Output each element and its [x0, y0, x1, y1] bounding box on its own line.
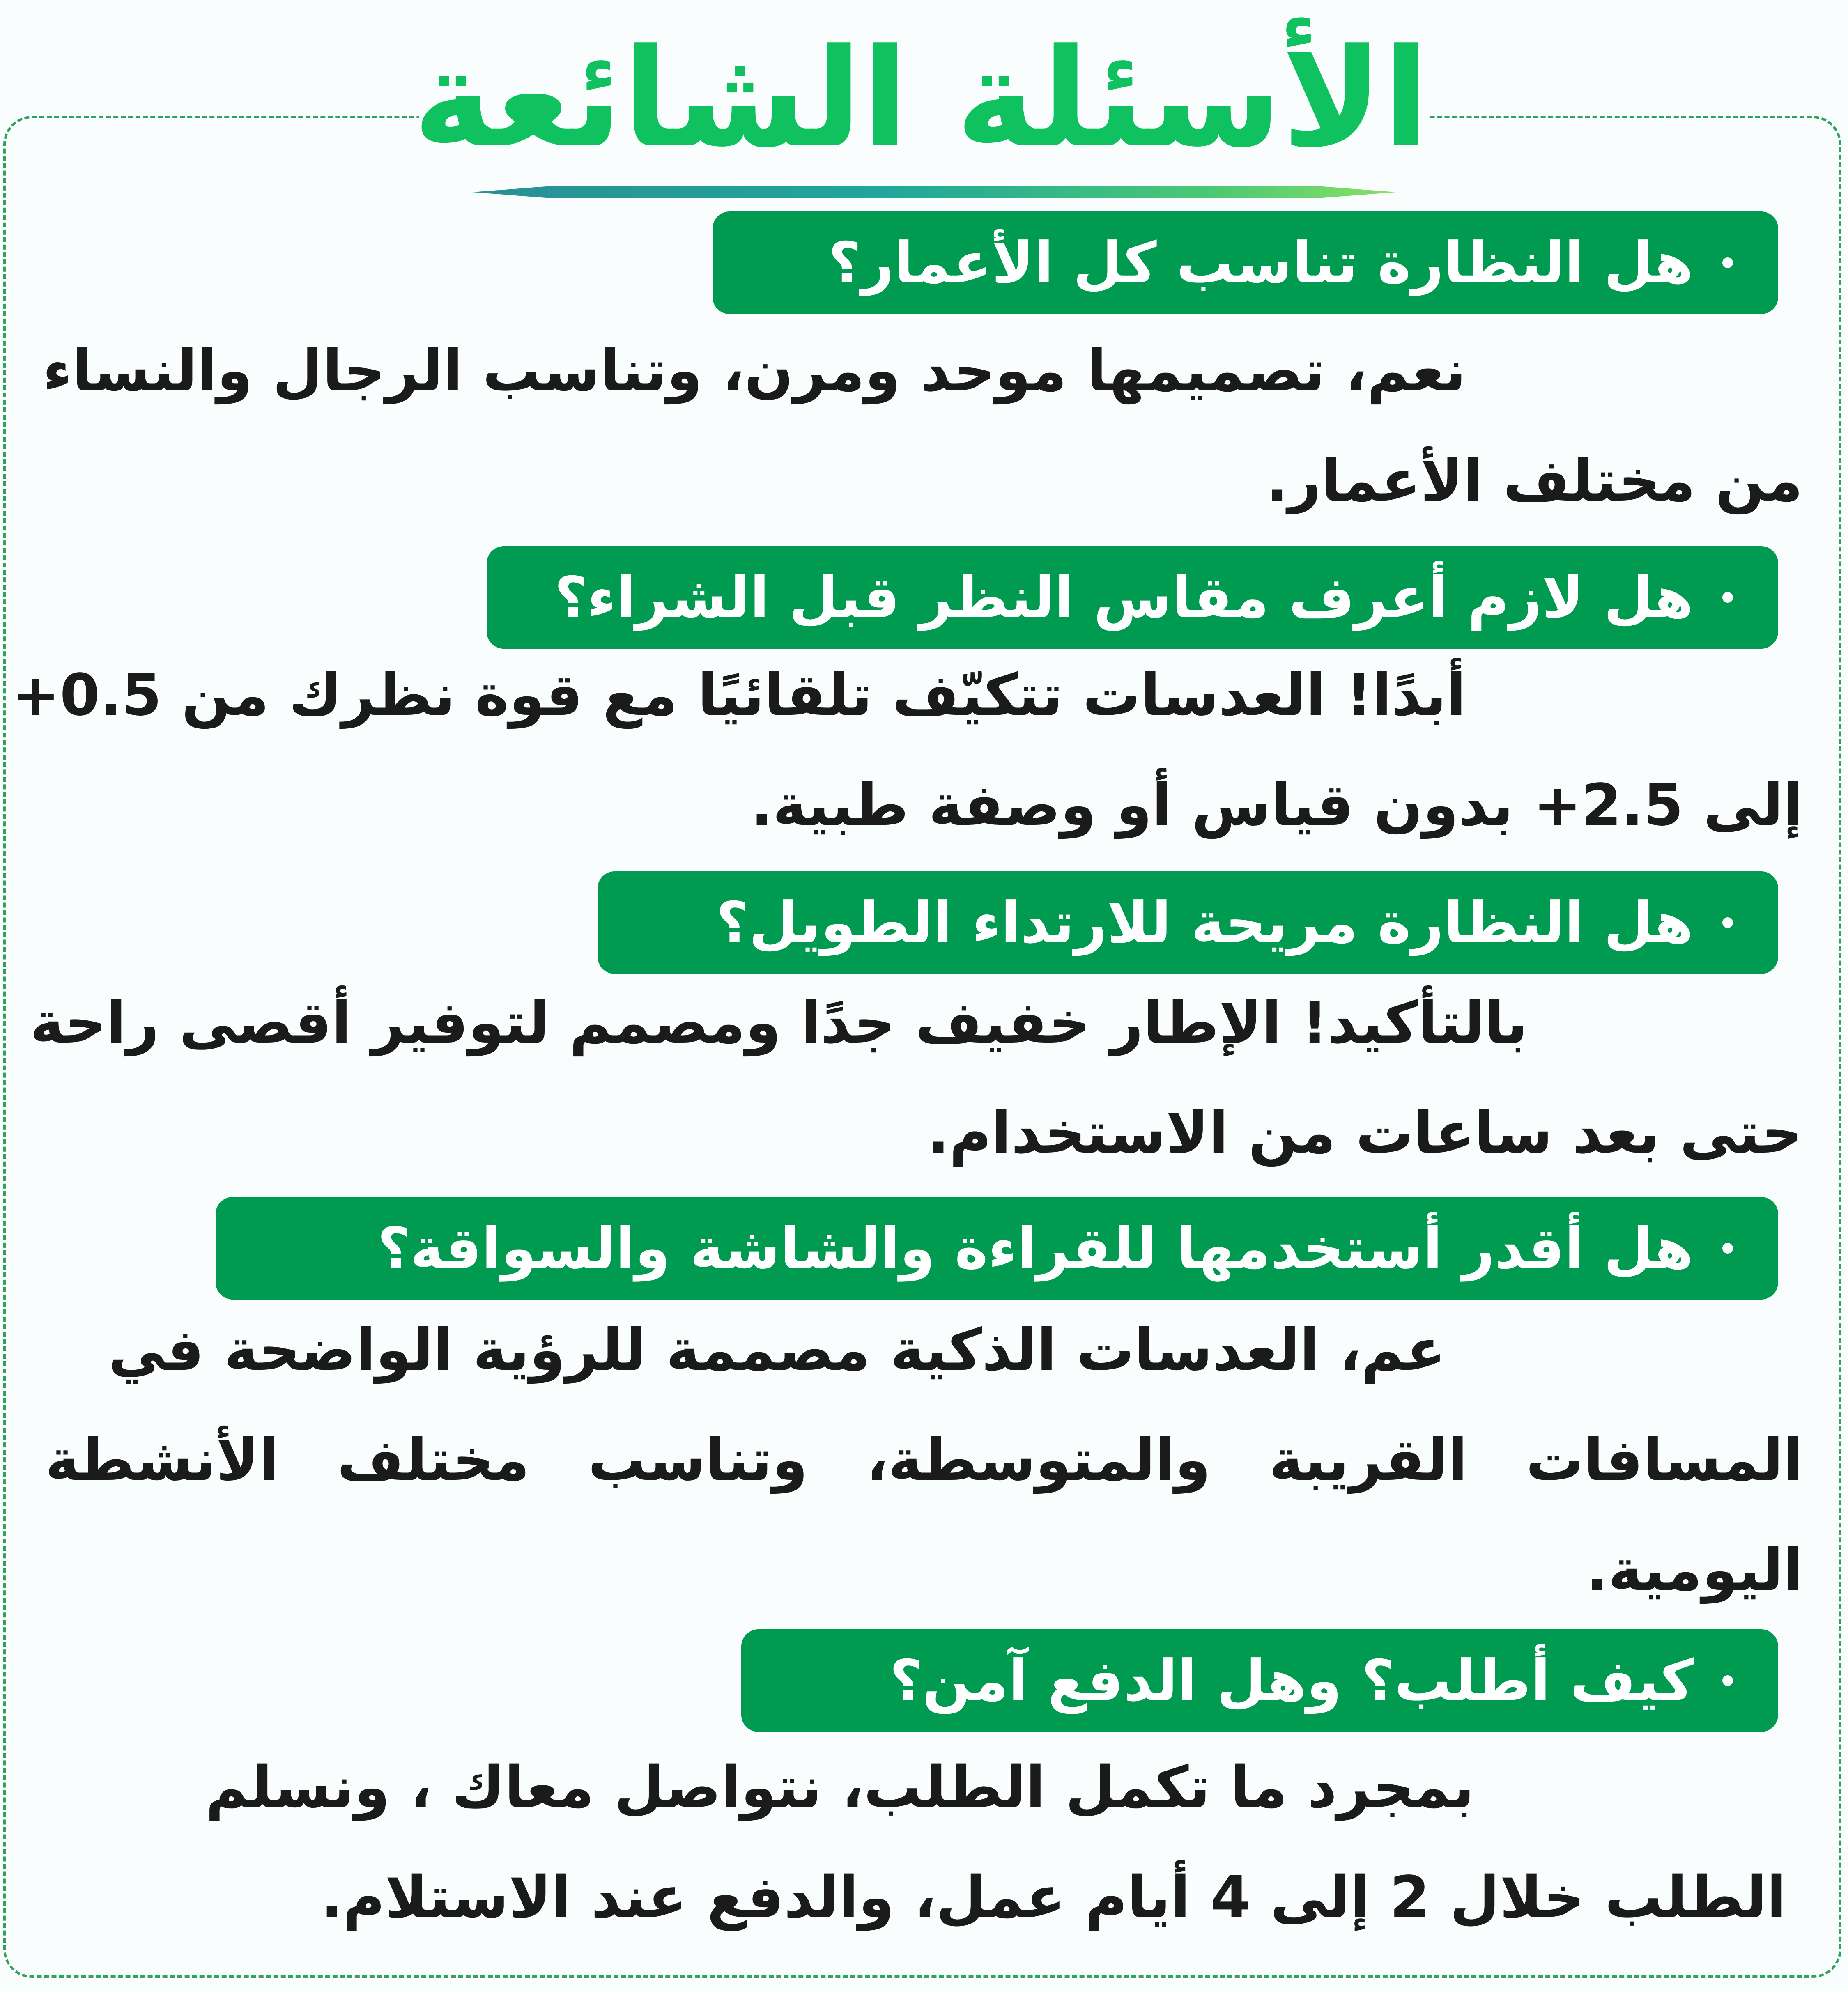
faq-question-text: هل لازم أعرف مقاس النظر قبل الشراء؟: [554, 564, 1694, 631]
title-block: [413, 12, 1429, 193]
faq-answer-line: عم، العدسات الذكية مصممة للرؤية الواضحة في: [108, 1317, 1446, 1384]
faq-answer-1: [42, 316, 1803, 536]
faq-answer-line: حتى بعد ساعات من الاستخدام.: [927, 1100, 1803, 1167]
faq-question-4: [216, 1197, 1778, 1300]
faq-answer-line: الطلب خلال 2 إلى 4 أيام عمل، والدفع عند الاستلام.: [321, 1864, 1786, 1931]
faq-answer-line: بمجرد ما تكمل الطلب، نتواصل معاك ، ونسلم: [205, 1754, 1474, 1821]
bullet-icon: [1722, 257, 1733, 268]
faq-question-3: [598, 871, 1778, 974]
faq-answer-line: من مختلف الأعمار.: [1266, 448, 1803, 514]
faq-question-text: هل أقدر أستخدمها للقراءة والشاشة والسواقة؟: [377, 1215, 1694, 1281]
faq-answer-5: [45, 1733, 1803, 1953]
page-title: الأسئلة الشائعة: [413, 20, 1429, 177]
faq-answer-line: إلى ‎+2.5‎ بدون قياس أو وصفة طبية.: [751, 772, 1803, 839]
faq-question-5: [741, 1629, 1778, 1732]
faq-answer-3: [30, 968, 1803, 1188]
bullet-icon: [1722, 1675, 1733, 1686]
bullet-icon: [1722, 592, 1733, 603]
faq-answer-4: [45, 1295, 1803, 1626]
faq-question-text: هل النظارة مريحة للارتداء الطويل؟: [716, 889, 1694, 956]
faq-answer-line: المسافات القريبة والمتوسطة، وتناسب مختلف الأنشطة: [45, 1427, 1803, 1494]
faq-answer-line: نعم، تصميمها موحد ومرن، وتناسب الرجال والنساء: [42, 338, 1466, 404]
faq-question-2: [487, 546, 1778, 649]
faq-question-text: هل النظارة تناسب كل الأعمار؟: [828, 230, 1694, 296]
bullet-icon: [1722, 1243, 1733, 1254]
faq-question-1: [713, 211, 1778, 314]
faq-question-text: كيف أطلب؟ وهل الدفع آمن؟: [890, 1647, 1694, 1714]
faq-answer-2: [11, 641, 1803, 861]
faq-answer-line: أبدًا! العدسات تتكيّف تلقائيًا مع قوة نظرك من ‎+0.5‎: [11, 662, 1466, 729]
bullet-icon: [1722, 917, 1733, 928]
faq-answer-line: اليومية.: [1586, 1537, 1803, 1604]
faq-answer-line: بالتأكيد! الإطار خفيف جدًا ومصمم لتوفير أقصى راحة: [30, 990, 1528, 1056]
